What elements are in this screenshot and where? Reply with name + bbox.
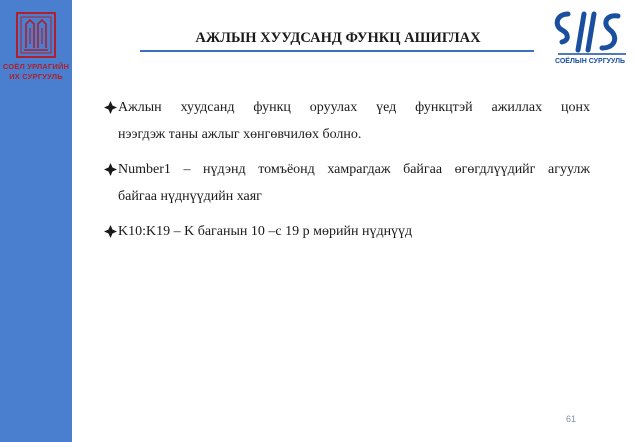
slide-title: АЖЛЫН ХУУДСАНД ФУНКЦ АШИГЛАХ xyxy=(195,30,481,46)
bullet-line: байгаа нүднүүдийн хаяг xyxy=(118,189,262,204)
bullet-item xyxy=(104,94,590,148)
school-monogram-icon xyxy=(548,10,632,56)
bullet-line xyxy=(104,218,590,245)
university-logo xyxy=(2,12,70,92)
university-logo-line1: СОЁЛ УРЛАГИЙН xyxy=(2,62,70,71)
school-logo-text: СОЁЛЫН СУРГУУЛЬ xyxy=(554,58,626,65)
diamond-bullet-icon xyxy=(104,101,117,114)
bullet-item xyxy=(104,156,590,210)
title-underline xyxy=(140,50,534,52)
bullet-line xyxy=(104,156,590,183)
bullet-line xyxy=(104,94,590,121)
school-logo xyxy=(548,10,632,76)
bullet-text: K10:K19 – K баганын 10 –с 19 р мөрийн нүднүүд xyxy=(118,224,413,239)
bullet-text: Number1 – нүдэнд томъёонд хамрагдаж байгаа өгөгдлүүдийг агуулж xyxy=(118,162,590,177)
bullet-line: нээгдэж таны ажлыг хөнгөвчилөх болно. xyxy=(118,127,362,142)
bullet-item xyxy=(104,218,590,245)
slide-body xyxy=(104,94,590,253)
page-number: 61 xyxy=(566,414,577,424)
diamond-bullet-icon xyxy=(104,225,117,238)
diamond-bullet-icon xyxy=(104,163,117,176)
bullet-text: Ажлын хуудсанд функц оруулах үед функцтэй ажиллах цонх xyxy=(118,100,590,115)
university-emblem-icon xyxy=(16,12,56,58)
university-logo-line2: ИХ СУРГУУЛЬ xyxy=(9,72,63,81)
